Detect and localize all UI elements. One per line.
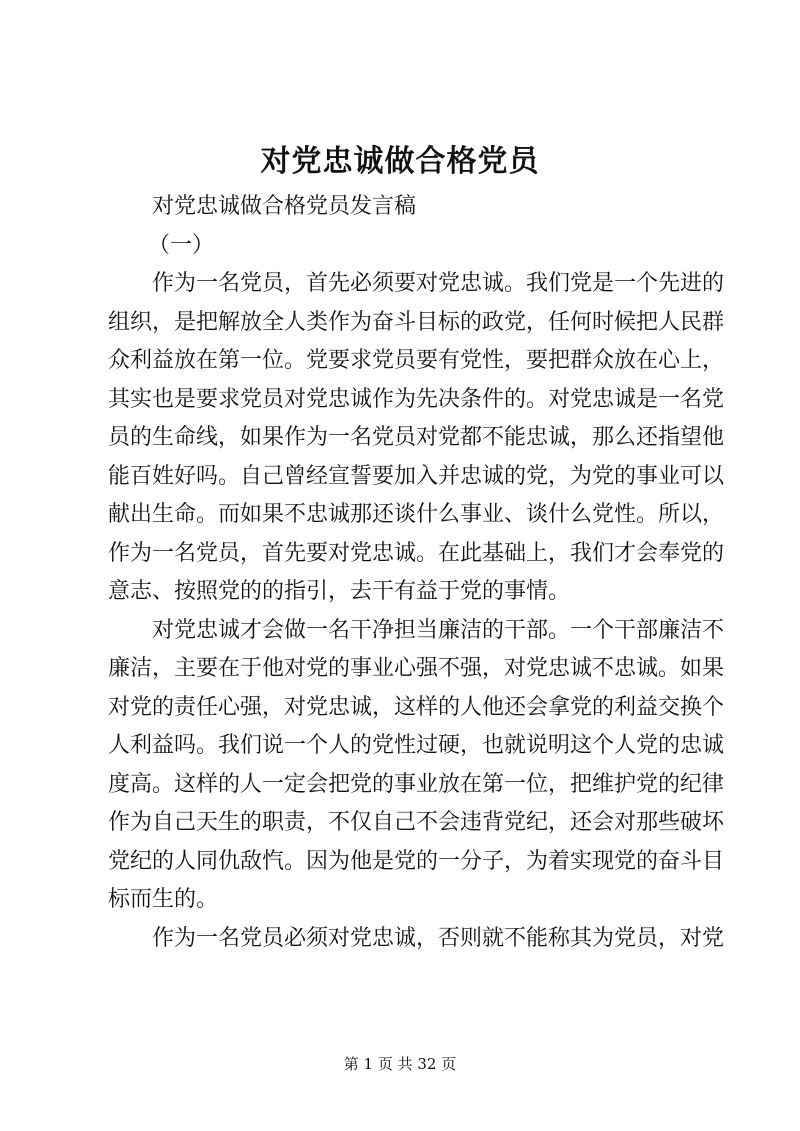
subtitle-line: 对党忠诚做合格党员发言稿 (152, 194, 417, 219)
paragraph-1-line-2: 组织，是把解放全人类作为奋斗目标的政党，任何时候把人民群 (108, 309, 725, 335)
paragraph-1-line-1: 作为一名党员，首先必须要对党忠诚。我们党是一个先进的 (152, 271, 725, 296)
paragraph-2-line-1: 对党忠诚才会做一名干净担当廉洁的干部。一个干部廉洁不 (152, 617, 725, 643)
paragraph-2-line-6: 作为自己天生的职责，不仅自己不会违背党纪，还会对那些破坏 (108, 810, 725, 835)
paragraph-2-line-4: 人利益吗。我们说一个人的党性过硬，也就说明这个人党的忠诚 (108, 733, 725, 758)
paragraph-2-line-7: 党纪的人同仇敌忾。因为他是党的一分子，为着实现党的奋斗目 (108, 848, 725, 874)
paragraph-1-line-5: 员的生命线，如果作为一名党员对党都不能忠诚，那么还指望他 (108, 425, 725, 450)
paragraph-1-line-7: 献出生命。而如果不忠诚那还谈什么事业、谈什么党性。所以， (108, 502, 725, 527)
document-body (108, 188, 725, 958)
document-title: 对党忠诚做合格党员 (260, 144, 540, 179)
section-marker: （一） (148, 232, 215, 258)
paragraph-1-line-8: 作为一名党员，首先要对党忠诚。在此基础上，我们才会奉党的 (108, 540, 725, 566)
paragraph-1-line-9: 意志、按照党的的指引，去干有益于党的事情。 (108, 579, 571, 604)
paragraph-2-line-3: 对党的责任心强，对党忠诚，这样的人他还会拿党的利益交换个 (108, 694, 725, 720)
paragraph-1-line-6: 能百姓好吗。自己曾经宣誓要加入并忠诚的党，为党的事业可以 (108, 463, 725, 489)
paragraph-1-line-3: 众利益放在第一位。党要求党员要有党性，要把群众放在心上， (108, 348, 725, 373)
page-number-footer: 第 1 页 共 32 页 (343, 1055, 457, 1073)
paragraph-3-line-1: 作为一名党员必须对党忠诚，否则就不能称其为党员，对党 (152, 925, 725, 951)
paragraph-2-line-8: 标而生的。 (108, 887, 219, 912)
paragraph-2-line-5: 度高。这样的人一定会把党的事业放在第一位，把维护党的纪律 (108, 771, 725, 797)
paragraph-1-line-4: 其实也是要求党员对党忠诚作为先决条件的。对党忠诚是一名党 (108, 386, 725, 412)
paragraph-2-line-2: 廉洁，主要在于他对党的事业心强不强，对党忠诚不忠诚。如果 (108, 656, 725, 681)
